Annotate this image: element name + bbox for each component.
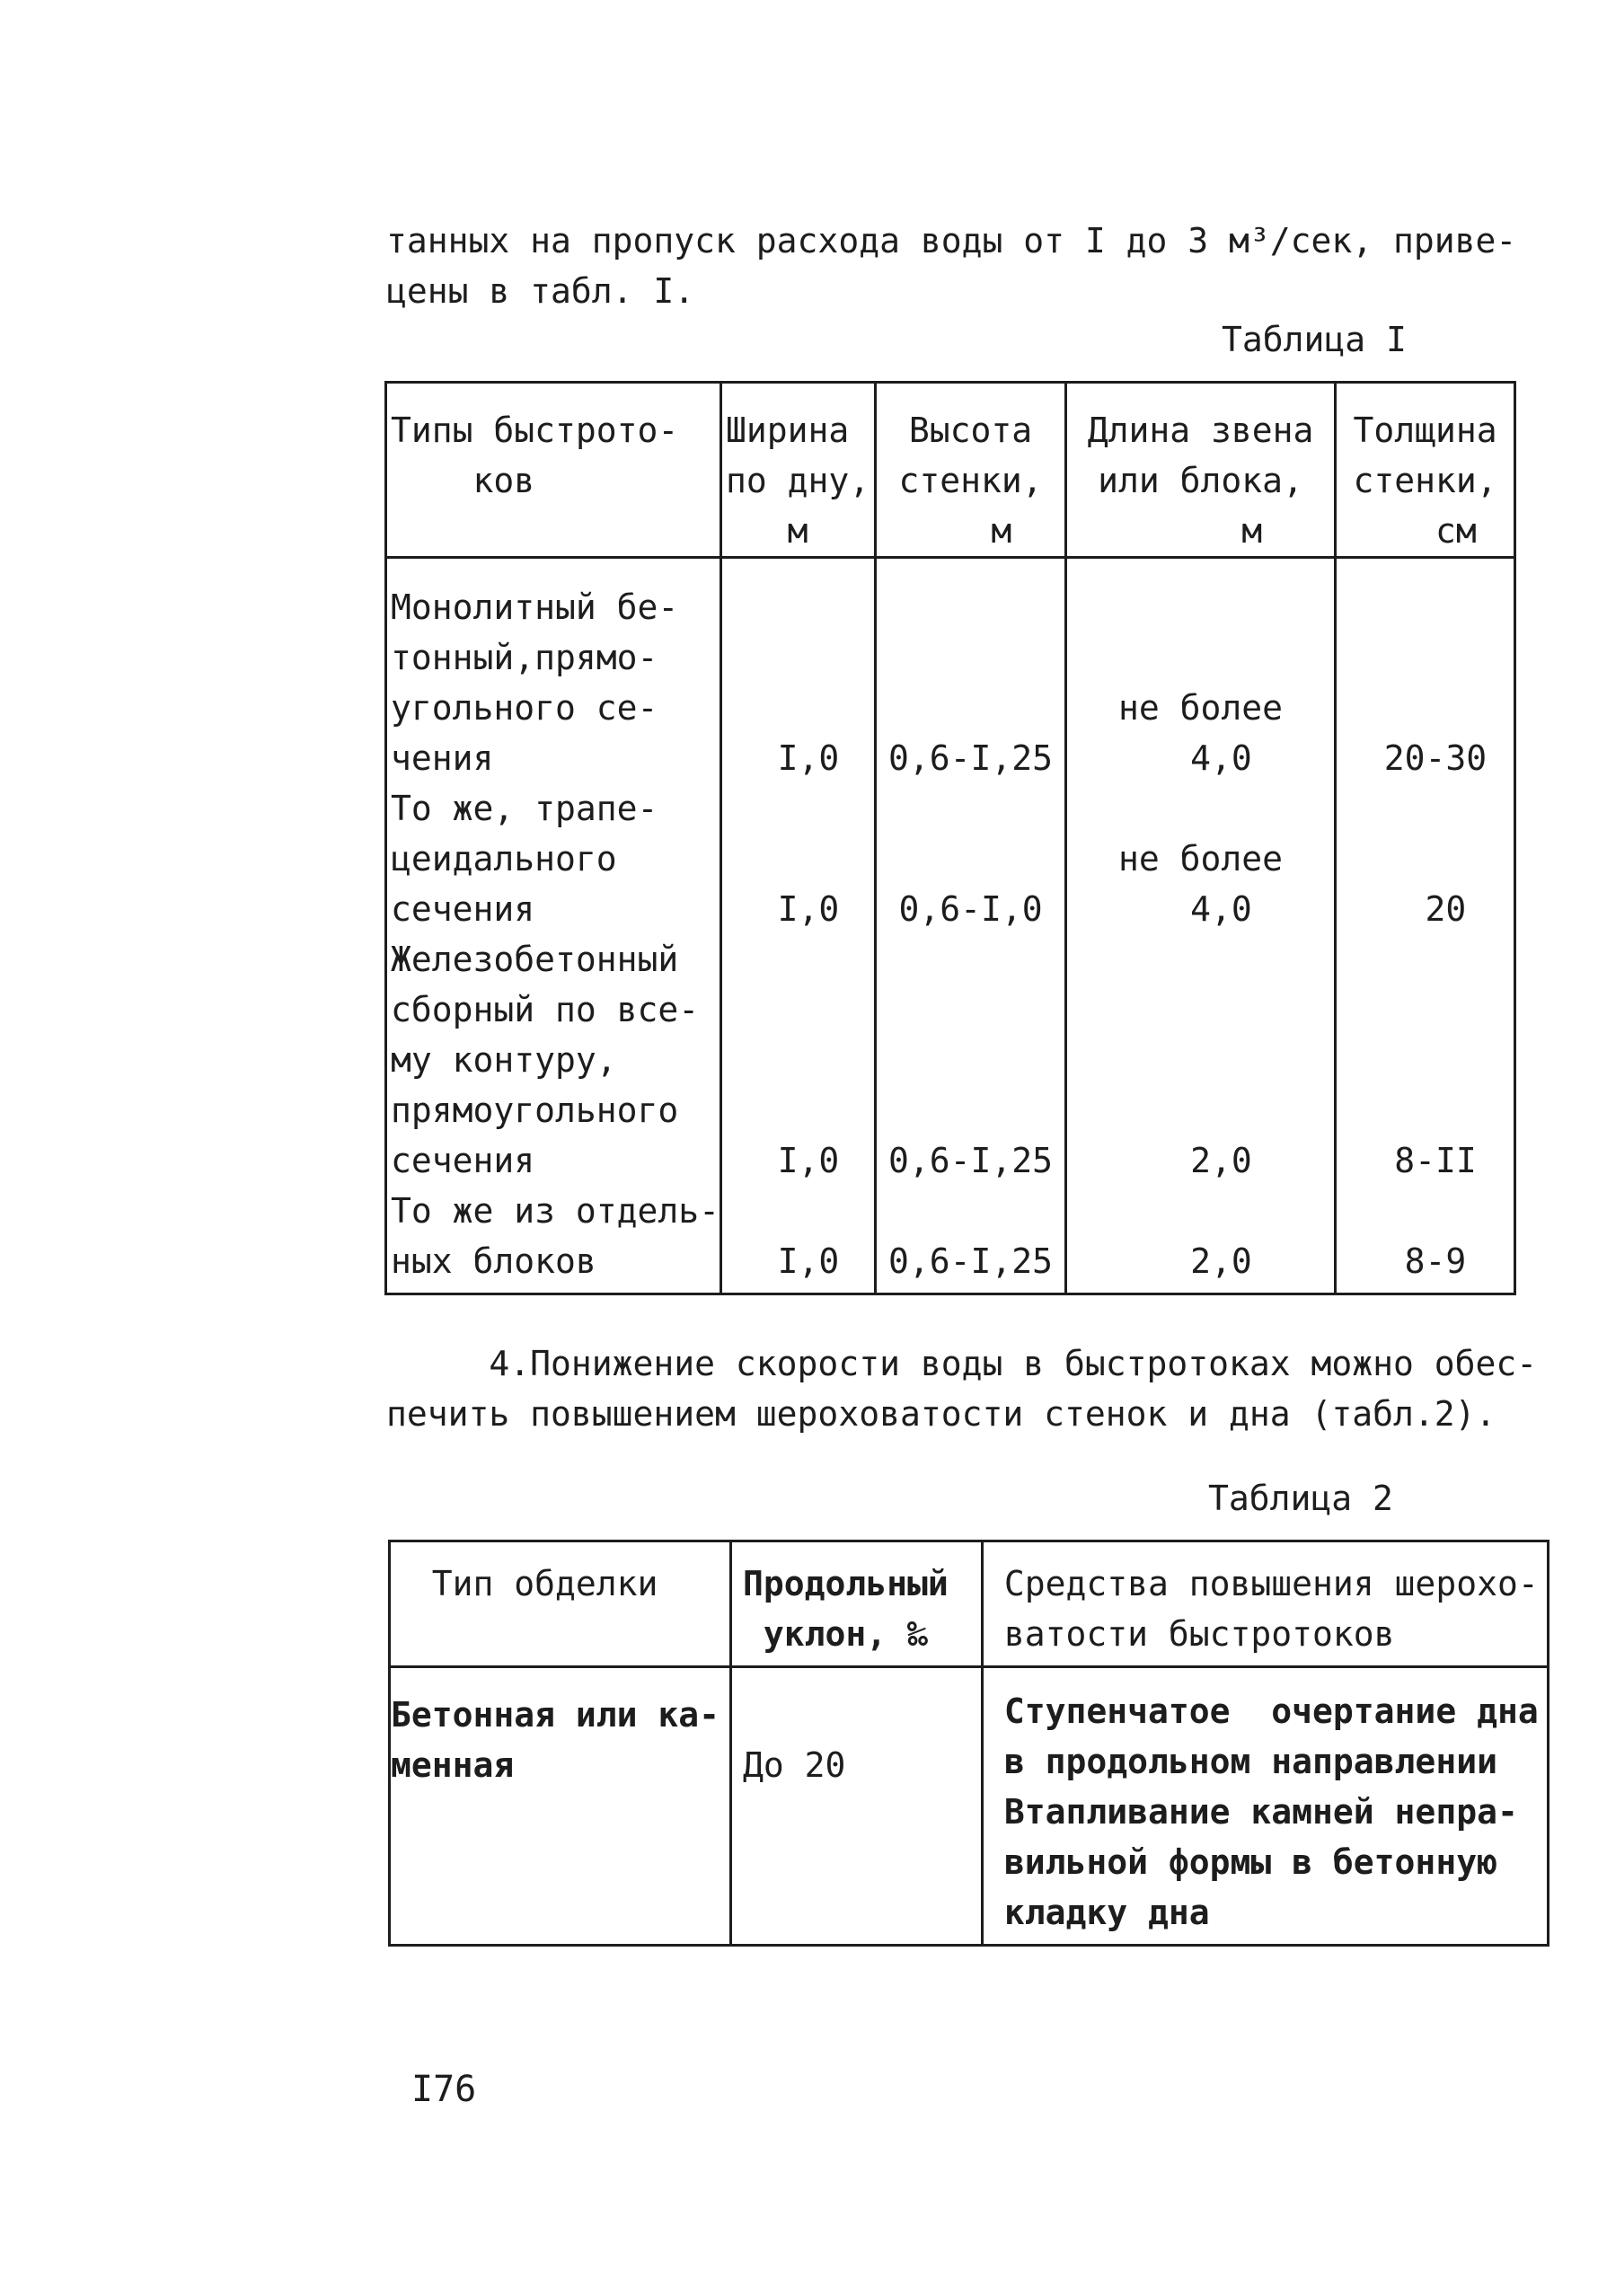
table1-caption: Таблица I xyxy=(1222,320,1407,359)
intro-line-2: цены в табл. I. xyxy=(386,271,695,311)
table2-body-row xyxy=(390,1667,1549,1946)
intro-text xyxy=(386,216,1516,316)
table2-cell-type: Бетонная или ка- менная xyxy=(390,1667,731,1946)
table2-header-slope: Продольный уклон, ‰ xyxy=(731,1541,983,1667)
table1-body-row xyxy=(386,558,1515,1294)
table2-cell-slope: До 20 xyxy=(731,1667,983,1946)
paragraph-line-2: печить повышением шероховатости стенок и дна (табл.2). xyxy=(386,1394,1496,1434)
table2-header-type: Тип обделки xyxy=(390,1541,731,1667)
paragraph-line-1: 4.Понижение скорости воды в быстротоках можно обес- xyxy=(386,1344,1538,1383)
table2-header-row xyxy=(390,1541,1549,1667)
page-number: I76 xyxy=(411,2069,477,2110)
table1-header-width: Ширина по дну, м xyxy=(721,383,876,558)
table1-width-column: I,0 I,0 I,0 I,0 xyxy=(721,558,876,1294)
table-2 xyxy=(388,1540,1549,1947)
table1-thickness-column: 20-30 20 8-II 8-9 xyxy=(1336,558,1515,1294)
table1-header-row xyxy=(386,383,1515,558)
intro-line-1: танных на пропуск расхода воды от I до 3 м³/сек, приве- xyxy=(386,221,1517,261)
table-1 xyxy=(384,381,1516,1295)
table1-header-type: Типы быстрото- ков xyxy=(386,383,721,558)
table1-height-column: 0,6-I,25 0,6-I,0 0,6-I,25 0,6-I,25 xyxy=(876,558,1066,1294)
table2-cell-means: Ступенчатое очертание дна в продольном направлении Втапливание камней непра- вильной формы в бетонную кладку дна xyxy=(983,1667,1549,1946)
table2-caption: Таблица 2 xyxy=(1208,1479,1393,1518)
table1-header-height: Высота стенки, м xyxy=(876,383,1066,558)
table1-header-length: Длина звена или блока, м xyxy=(1066,383,1336,558)
paragraph-4 xyxy=(386,1338,1537,1439)
table2-header-means: Средства повышения шерохо- ватости быстротоков xyxy=(983,1541,1549,1667)
table1-types-column: Монолитный бе- тонный,прямо- угольного се- чения То же, трапе- цеидального сечения Железобетонный сборный по все- му контуру, прямоугольного сечения То же из отдель- ных блоков xyxy=(386,558,721,1294)
table1-header-thickness: Толщина стенки, см xyxy=(1336,383,1515,558)
table1-length-column: не более 4,0 не более 4,0 2,0 2,0 xyxy=(1066,558,1336,1294)
